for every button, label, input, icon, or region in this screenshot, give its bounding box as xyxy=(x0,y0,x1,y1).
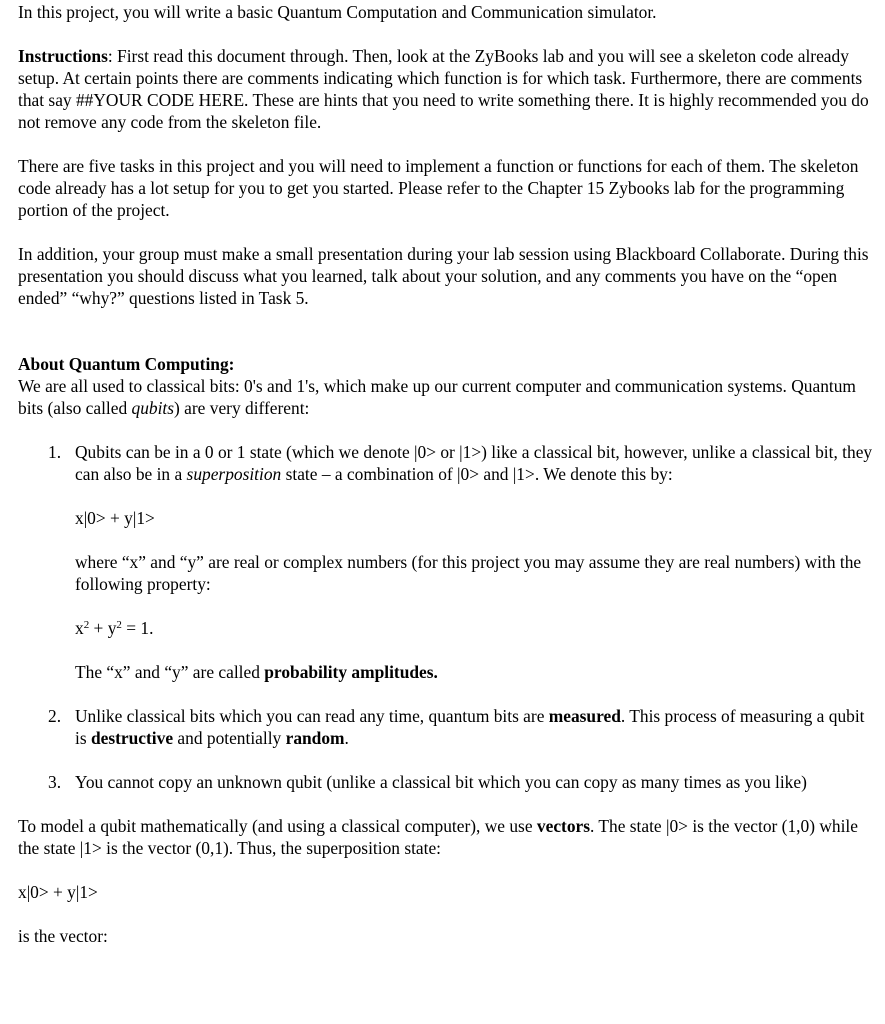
tasks-text: There are five tasks in this project and you will need to implement a function or functions for each of them. The skeleton code already has a lot setup for you to get you started. Please refer to the Chapter 15 Zybooks lab for the programming portion of the project. xyxy=(18,156,859,220)
instructions-paragraph xyxy=(18,45,878,133)
instructions-text: : First read this document through. Then, look at the ZyBooks lab and you will see a skeleton code already setup. At certain points there are comments indicating which function is for which task. Furthermore, there are comments that say ##YOUR CODE HERE. These are hints that you need to write something there. It is highly recommended you do not remove any code from the skeleton file. xyxy=(18,46,869,132)
superposition-formula: x|0> + y|1> xyxy=(75,508,155,528)
probability-amplitudes-text xyxy=(75,661,878,683)
list-number: 3. xyxy=(48,772,62,792)
formula-plus-y: + y xyxy=(89,618,117,638)
item1-text-b: state – a combination of |0> and |1>. We denote this by: xyxy=(281,464,673,484)
item3-text: You cannot copy an unknown qubit (unlike a classical bit which you can copy as many times as you like) xyxy=(75,772,807,792)
item1-text-a: Qubits can be in a 0 or 1 state (which we denote |0> or |1>) like a classical bit, however, unlike a classical bit, they can also be in a xyxy=(75,442,873,484)
item2-text-d: and potentially xyxy=(173,728,286,748)
model-formula: x|0> + y|1> xyxy=(18,882,98,902)
list-item xyxy=(18,441,878,683)
presentation-paragraph xyxy=(18,243,878,309)
called-text: The “x” and “y” are called xyxy=(75,662,265,682)
exponent: 2 xyxy=(116,619,122,631)
probability-amplitudes-bold: probability amplitudes. xyxy=(264,662,438,682)
tasks-paragraph xyxy=(18,155,878,221)
item2-text-c: . This process of measuring a qubit is xyxy=(75,706,865,748)
model-text-c: . The state |0> is the vector (1,0) while the state |1> is the vector (0,1). Thus, the superposition state: xyxy=(18,816,858,858)
measured-bold: measured xyxy=(548,706,621,726)
model-paragraph xyxy=(18,815,878,859)
section-heading: About Quantum Computing: xyxy=(18,354,235,374)
formula-end: = 1. xyxy=(121,618,154,638)
list-item xyxy=(18,771,878,793)
about-text-b: ) are very different: xyxy=(174,398,310,418)
about-text-a: We are all used to classical bits: 0's and 1's, which make up our current computer and communication systems. Quantum bits (also called xyxy=(18,376,856,418)
document xyxy=(18,0,878,947)
item2-text xyxy=(75,705,878,749)
destructive-bold: destructive xyxy=(90,728,174,748)
exponent: 2 xyxy=(83,619,90,631)
presentation-text: In addition, your group must make a small presentation during your lab session using Blackboard Collaborate. During this presentation you should discuss what you learned, talk about your solution, and any comments you have on the “open ended” “why?” questions listed in Task 5. xyxy=(18,244,869,308)
formula-x: x xyxy=(75,618,84,638)
vectors-bold: vectors xyxy=(536,816,591,836)
about-paragraph xyxy=(18,375,878,419)
intro-text: In this project, you will write a basic Quantum Computation and Communication simulator. xyxy=(18,2,657,22)
superposition-emphasis: superposition xyxy=(186,464,282,484)
random-bold: random xyxy=(285,728,345,748)
item2-text-e: . xyxy=(344,728,349,748)
list-number: 1. xyxy=(48,442,62,462)
list-item xyxy=(18,705,878,749)
model-text-a: To model a qubit mathematically (and using a classical computer), we use xyxy=(18,816,537,836)
is-vector-text: is the vector: xyxy=(18,926,108,946)
item1-text xyxy=(75,441,878,485)
normalization-formula xyxy=(75,617,878,639)
intro-paragraph xyxy=(18,1,878,23)
where-text: where “x” and “y” are real or complex numbers (for this project you may assume they are real numbers) with the following property: xyxy=(75,552,862,594)
qubit-properties-list xyxy=(18,441,878,793)
instructions-label: Instructions xyxy=(18,46,108,66)
qubits-emphasis: qubits xyxy=(131,398,175,418)
item2-text-a: Unlike classical bits which you can read any time, quantum bits are xyxy=(75,706,549,726)
list-number: 2. xyxy=(48,706,62,726)
